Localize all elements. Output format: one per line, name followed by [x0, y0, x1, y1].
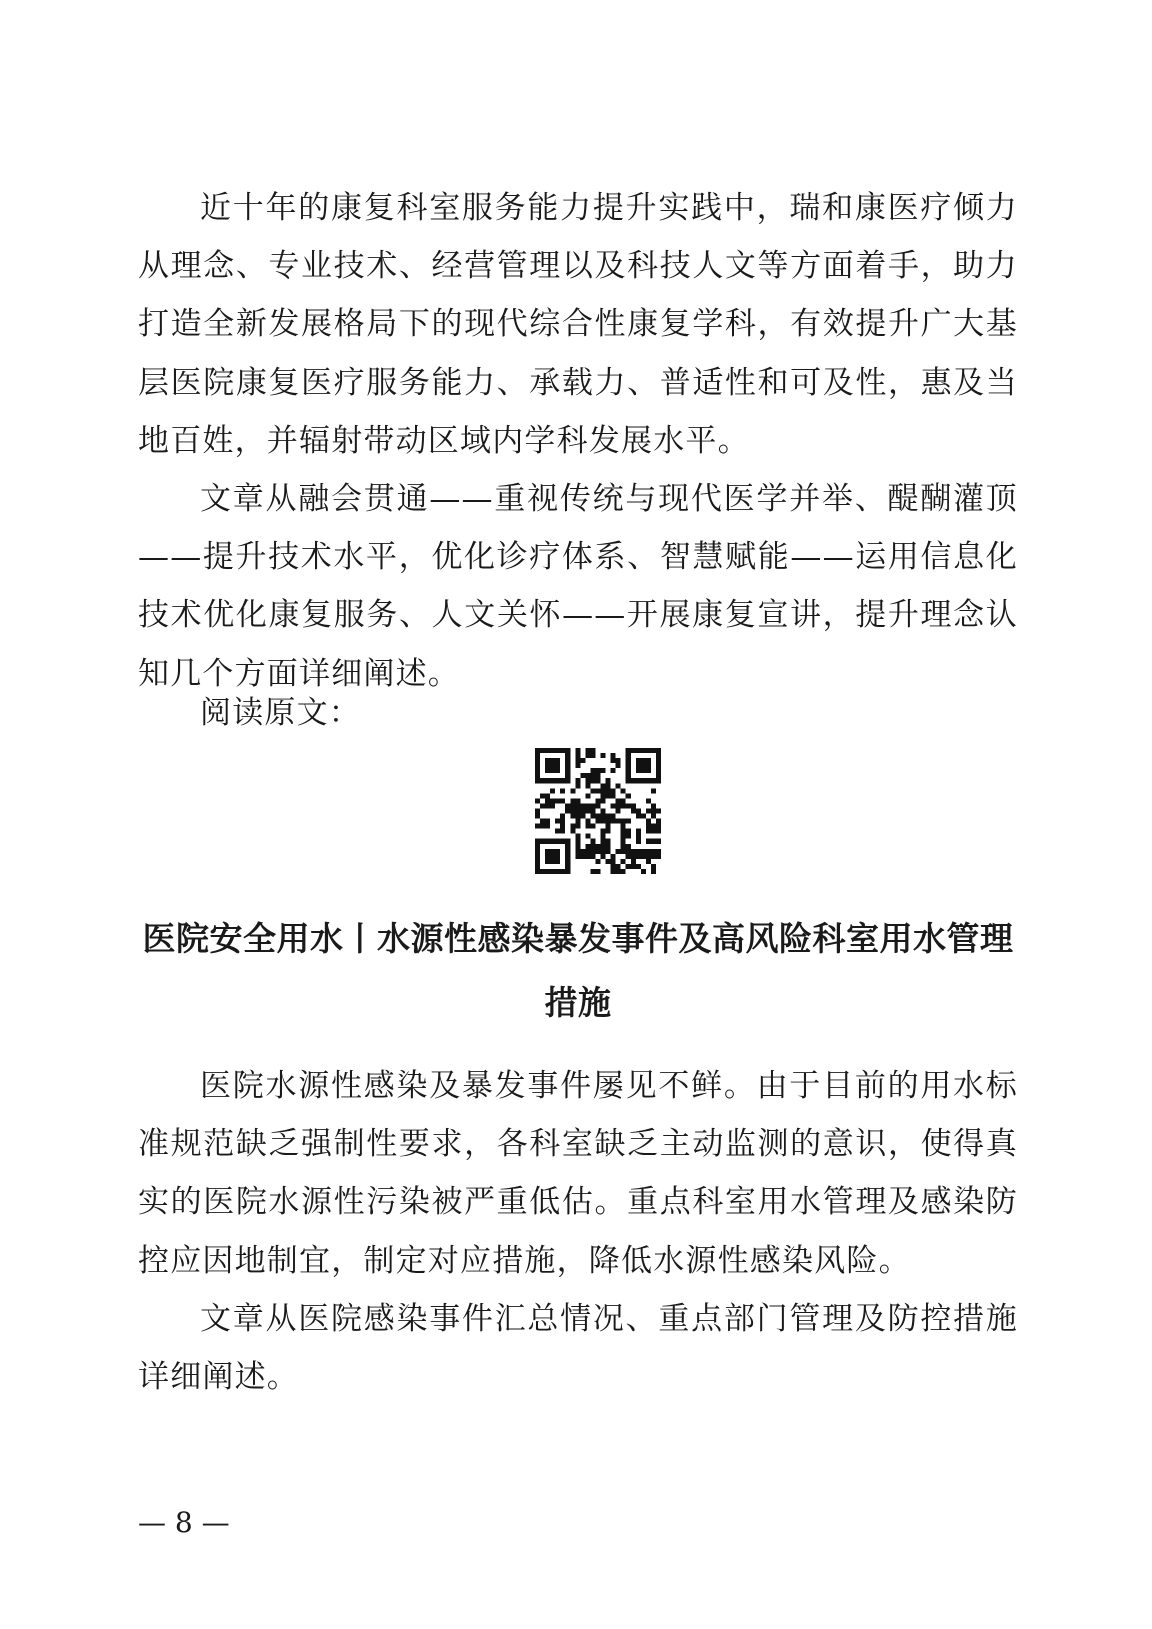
- section-title: 医院安全用水丨水源性感染暴发事件及高风险科室用水管理措施: [142, 919, 1014, 1022]
- paragraph-rehab-practice: 近十年的康复科室服务能力提升实践中，瑞和康医疗倾力从理念、专业技术、经营管理以及科技人文等方面着手，助力打造全新发展格局下的现代综合性康复学科，有效提升广大基层医院康复医疗服务能力、承载力、普适性和可及性，惠及当地百姓，并辐射带动区域内学科发展水平。: [138, 190, 1018, 459]
- page-number: — 8 —: [138, 1506, 230, 1539]
- qr-code-icon[interactable]: [535, 748, 661, 874]
- paragraph-article-summary: 文章从融会贯通——重视传统与现代医学并举、醍醐灌顶——提升技术水平，优化诊疗体系、智慧赋能——运用信息化技术优化康复服务、人文关怀——开展康复宣讲，提升理念认知几个方面详细阐述。: [138, 481, 1018, 692]
- paragraph-water-infection: 医院水源性感染及暴发事件屡见不鲜。由于目前的用水标准规范缺乏强制性要求，各科室缺乏主动监测的意识，使得真实的医院水源性污染被严重低估。重点科室用水管理及感染防控应因地制宜，制定对应措施，降低水源性感染风险。: [138, 1068, 1018, 1279]
- paragraph-article-summary-2: 文章从医院感染事件汇总情况、重点部门管理及防控措施详细阐述。: [138, 1301, 1018, 1396]
- read-original-label: 阅读原文：: [200, 695, 361, 731]
